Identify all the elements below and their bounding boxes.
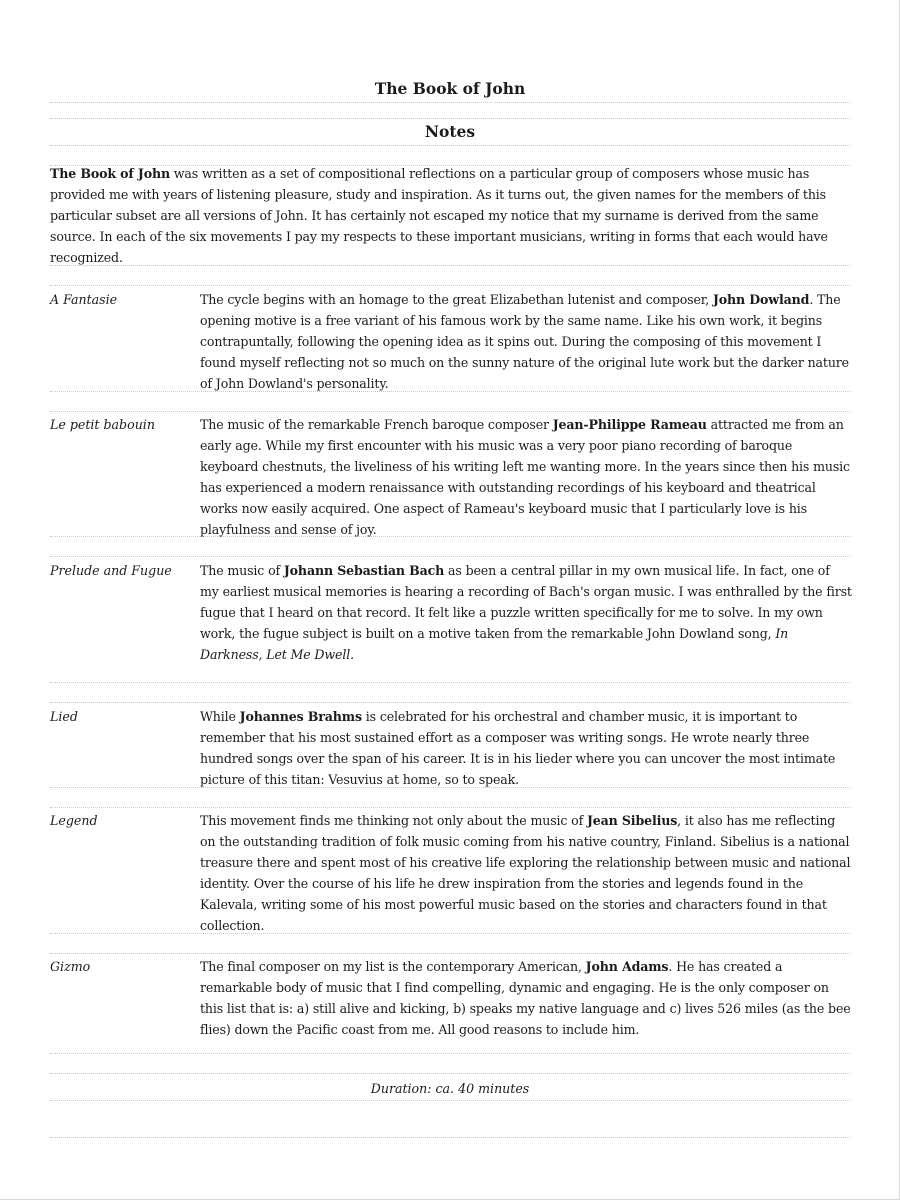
movement-description xyxy=(200,706,852,790)
composer-name: Johannes Brahms xyxy=(239,709,362,724)
divider xyxy=(50,953,850,954)
description-text: . The opening motive is a free variant of his famous work by the same name. Like his own work, it begins contrapuntally, following the opening idea as it spins out. During the composing of this movement I found myself reflecting not so much on the sunny nature of the original lute work but the darker nature of John Dowland's personality. xyxy=(200,292,849,391)
movement-title: Le petit babouin xyxy=(50,417,155,432)
divider xyxy=(50,1073,850,1074)
movement-title: Legend xyxy=(50,813,98,828)
divider xyxy=(50,702,850,703)
description-text: attracted me from an early age. While my first encounter with his music was a very poor piano recording of baroque keyboard chestnuts, the liveliness of his writing left me wanting more. In the years since then his music has experienced a modern renaissance with outstanding recordings of his keyboard and theatrical works now easily acquired. One aspect of Rameau's keyboard music that I particularly love is his playfulness and sense of joy. xyxy=(200,417,850,537)
movement-description xyxy=(200,810,852,936)
movement-title: Prelude and Fugue xyxy=(50,563,172,578)
duration-label: Duration: ca. 40 minutes xyxy=(370,1081,530,1096)
description-text: is celebrated for his orchestral and chamber music, it is important to remember that his most sustained effort as a composer was writing songs. He wrote nearly three hundred songs over the span of his career. It is in his lieder where you can uncover the most intimate picture of this titan: Vesuvius at home, so to speak. xyxy=(200,709,836,787)
composer-name: Johann Sebastian Bach xyxy=(283,563,445,578)
composer-name: John Dowland xyxy=(712,292,810,307)
movement-description xyxy=(200,560,852,665)
movement-title: Lied xyxy=(50,709,78,724)
movement-description xyxy=(200,414,852,540)
divider xyxy=(50,1100,850,1101)
divider xyxy=(50,102,850,103)
song-title: In Darkness, Let Me Dwell. xyxy=(200,626,789,662)
composer-name: Jean-Philippe Rameau xyxy=(552,417,707,432)
description-text: The music of xyxy=(200,563,284,578)
description-text: The cycle begins with an homage to the great Elizabethan lutenist and composer, xyxy=(200,292,713,307)
description-text: While xyxy=(200,709,240,724)
divider xyxy=(50,807,850,808)
divider xyxy=(50,556,850,557)
description-text: as been a central pillar in my own musical life. In fact, one of my earliest musical memories is hearing a recording of Bach's organ music. I was enthralled by the first fugue that I heard on that record. It felt like a puzzle written specifically for me to solve. In my own work, the fugue subject is built on a motive taken from the remarkable John Dowland song, xyxy=(200,563,852,641)
movement-description xyxy=(200,289,852,394)
composer-name: Jean Sibelius xyxy=(586,813,678,828)
movement-description xyxy=(200,956,852,1040)
divider xyxy=(50,682,850,683)
movement-title: A Fantasie xyxy=(50,292,118,307)
description-text: The final composer on my list is the contemporary American, xyxy=(200,959,586,974)
divider xyxy=(50,1053,850,1054)
composer-name: John Adams xyxy=(585,959,669,974)
page-subtitle: Notes xyxy=(424,122,476,141)
intro-text: was written as a set of compositional reflections on a particular group of composers whose music has provided me with years of listening pleasure, study and inspiration. As it turns out, the given names for the members of this particular subset are all versions of John. It has certainly not escaped my notice that my surname is derived from the same source. In each of the six movements I pay my respects to these important musicians, writing in forms that each would have recognized. xyxy=(50,166,828,265)
description-text: . He has created a remarkable body of music that I find compelling, dynamic and engaging. He is the only composer on this list that is: a) still alive and kicking, b) speaks my native language and c) lives 526 miles (as the bee flies) down the Pacific coast from me. All good reasons to include him. xyxy=(200,959,851,1037)
description-text: This movement finds me thinking not only about the music of xyxy=(200,813,587,828)
divider xyxy=(50,411,850,412)
divider xyxy=(50,118,850,119)
movement-title: Gizmo xyxy=(50,959,91,974)
intro-paragraph xyxy=(50,163,850,268)
page-title: The Book of John xyxy=(374,79,526,98)
divider xyxy=(50,145,850,146)
divider xyxy=(50,285,850,286)
intro-lead: The Book of John xyxy=(50,166,170,181)
description-text: The music of the remarkable French baroque composer xyxy=(200,417,553,432)
divider xyxy=(50,1137,850,1138)
description-text: , it also has me reflecting on the outstanding tradition of folk music coming from his native country, Finland. Sibelius is a national treasure there and spent most of his creative life exploring the relationship between music and national identity. Over the course of his life he drew inspiration from the stories and legends found in the Kalevala, writing some of his most powerful music based on the stories and characters found in that collection. xyxy=(200,813,851,933)
